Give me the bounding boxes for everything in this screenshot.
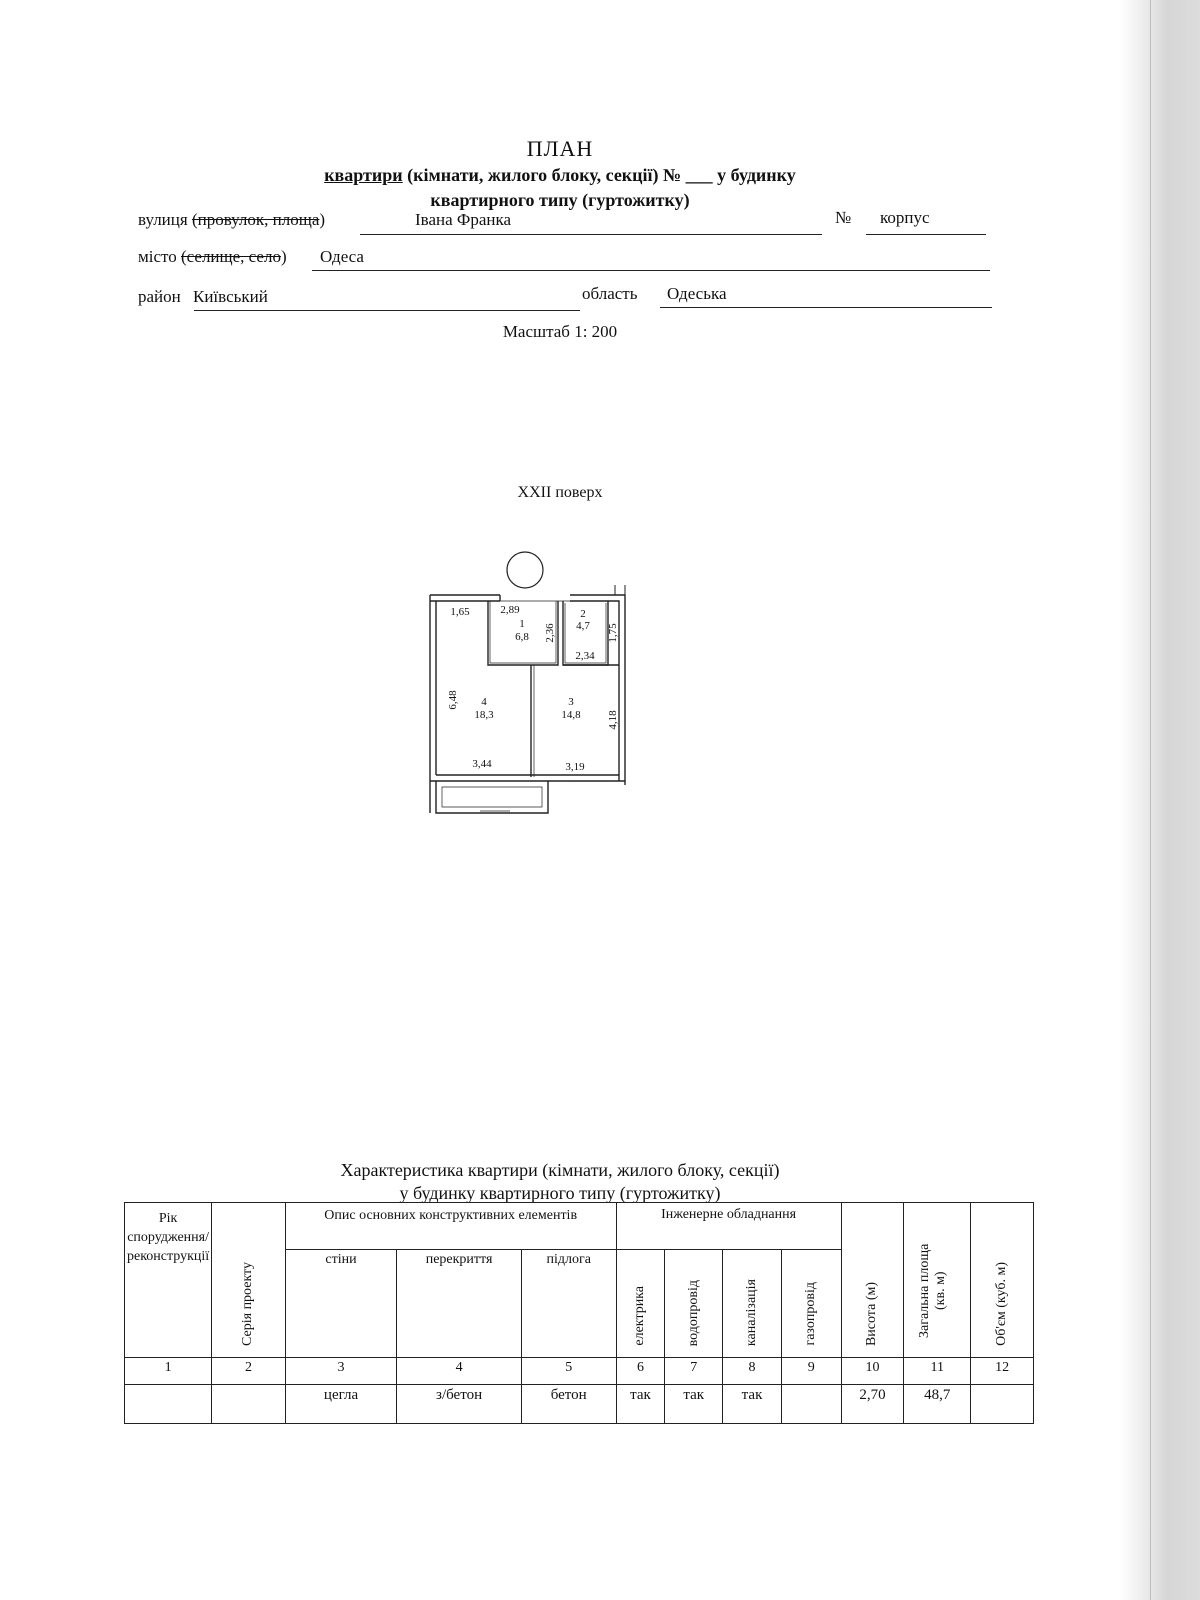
- header-sewer-cell: [723, 1250, 782, 1358]
- document-title: ПЛАН: [526, 136, 594, 161]
- plan-walls: [430, 585, 625, 813]
- header-gas-cell: [781, 1250, 841, 1358]
- city-underline: [312, 270, 990, 271]
- col-num: 11: [904, 1358, 971, 1385]
- header-total-area: Загальна площа (кв. м): [917, 1243, 949, 1339]
- building-underline: [866, 234, 986, 235]
- number-label: №: [835, 208, 852, 227]
- dim-3-44: 3,44: [472, 758, 492, 770]
- col-num: 1: [125, 1358, 212, 1385]
- cell-ceilings: з/бетон: [397, 1385, 522, 1424]
- header-ceilings: перекриття: [397, 1250, 522, 1358]
- characteristics-caption-line2: у будинку квартирного типу (гуртожитку): [399, 1183, 721, 1203]
- street-struck-options: (провулок, площа: [191, 210, 320, 229]
- region-underline: [660, 307, 992, 308]
- dim-2-36: 2,36: [544, 623, 556, 643]
- floor-plan-drawing: [420, 545, 650, 825]
- region-value: Одеська: [667, 284, 727, 303]
- page-fold-line: [1150, 0, 1151, 1600]
- room-4-area: 18,3: [474, 709, 494, 721]
- header-elements: Опис основних конструктивних елементів: [285, 1203, 616, 1250]
- header-height: Висота (м): [864, 1281, 880, 1346]
- header-height-cell: [841, 1203, 904, 1358]
- dim-1-65: 1,65: [450, 606, 470, 618]
- characteristics-caption-line1: Характеристика квартири (кімнати, жилого блоку, секції): [340, 1160, 780, 1180]
- dim-6-48: 6,48: [447, 690, 459, 710]
- header-total-area-cell: [904, 1203, 971, 1358]
- orientation-compass-icon: [507, 552, 543, 588]
- city-label: місто: [138, 247, 181, 266]
- street-label-group: [138, 210, 325, 230]
- header-floor: підлога: [521, 1250, 616, 1358]
- subtitle-middle: (кімнати, жилого блоку, секції) №: [402, 165, 686, 185]
- dim-2-89: 2,89: [500, 604, 520, 616]
- cell-series: [212, 1385, 286, 1424]
- district-label: район: [138, 287, 181, 306]
- subtitle-number-blank: ___: [685, 165, 713, 185]
- room-3-area: 14,8: [561, 709, 581, 721]
- header-year: Рік спорудження/ реконструкції: [125, 1203, 212, 1358]
- cell-water: так: [665, 1385, 723, 1424]
- city-value: Одеса: [320, 247, 364, 266]
- cell-electric: так: [616, 1385, 665, 1424]
- subtitle-suffix: у будинку: [712, 165, 796, 185]
- col-num: 7: [665, 1358, 723, 1385]
- room-2-number: 2: [580, 608, 586, 620]
- building-label: корпус: [880, 208, 930, 227]
- street-paren-close: ): [319, 210, 326, 229]
- header-engineering: Інженерне обладнання: [616, 1203, 841, 1250]
- room-2-area: 4,7: [576, 620, 590, 632]
- city-label-group: [138, 247, 287, 267]
- cell-total-area: 48,7: [904, 1385, 971, 1424]
- col-num: 3: [285, 1358, 396, 1385]
- subtitle-apartment-word: квартири: [324, 165, 403, 185]
- city-paren-close: ): [280, 247, 287, 266]
- region-label: область: [582, 284, 638, 303]
- street-label: вулиця: [138, 210, 192, 229]
- cell-height: 2,70: [841, 1385, 904, 1424]
- header-gas: газопровід: [803, 1282, 819, 1346]
- col-num: 6: [616, 1358, 665, 1385]
- col-num: 2: [212, 1358, 286, 1385]
- header-water-cell: [665, 1250, 723, 1358]
- cell-floor: бетон: [521, 1385, 616, 1424]
- document-subtitle-line1: [0, 165, 1120, 186]
- dim-3-19: 3,19: [565, 761, 585, 773]
- dim-4-18: 4,18: [607, 710, 619, 730]
- header-series-cell: [212, 1203, 286, 1358]
- dim-1-75: 1,75: [607, 623, 619, 643]
- data-row: [125, 1385, 1034, 1424]
- page-fold-shadow: [1120, 0, 1200, 1600]
- characteristics-table: [124, 1202, 1034, 1424]
- cell-year: [125, 1385, 212, 1424]
- room-4-number: 4: [481, 696, 487, 708]
- header-electric-cell: [616, 1250, 665, 1358]
- district-value: Київський: [193, 287, 268, 306]
- header-electric: електрика: [632, 1286, 648, 1346]
- col-num: 10: [841, 1358, 904, 1385]
- header-volume: Об'єм (куб. м): [994, 1262, 1010, 1346]
- header-series: Серія проекту: [240, 1262, 256, 1346]
- col-num: 4: [397, 1358, 522, 1385]
- street-value: Івана Франка: [415, 210, 512, 229]
- city-struck-options: (селище, село: [180, 247, 281, 266]
- room-1-number: 1: [519, 618, 525, 630]
- cell-gas: [781, 1385, 841, 1424]
- cell-volume: [971, 1385, 1034, 1424]
- street-underline: [360, 234, 822, 235]
- column-numbers-row: [125, 1358, 1034, 1385]
- room-3-number: 3: [568, 696, 574, 708]
- plan-dimensions: [447, 604, 619, 773]
- scale-label: Масштаб 1: 200: [502, 322, 618, 341]
- document-subtitle-line2: квартирного типу (гуртожитку): [430, 190, 690, 210]
- header-volume-cell: [971, 1203, 1034, 1358]
- header-water: водопровід: [685, 1279, 701, 1346]
- district-underline: [194, 310, 580, 311]
- col-num: 5: [521, 1358, 616, 1385]
- room-1-area: 6,8: [515, 631, 529, 643]
- col-num: 8: [723, 1358, 782, 1385]
- header-sewer: каналізація: [744, 1278, 760, 1346]
- dim-2-34: 2,34: [575, 650, 595, 662]
- floor-label: XXII поверх: [517, 484, 603, 501]
- cell-walls: цегла: [285, 1385, 396, 1424]
- cell-sewer: так: [723, 1385, 782, 1424]
- header-walls: стіни: [285, 1250, 396, 1358]
- col-num: 12: [971, 1358, 1034, 1385]
- col-num: 9: [781, 1358, 841, 1385]
